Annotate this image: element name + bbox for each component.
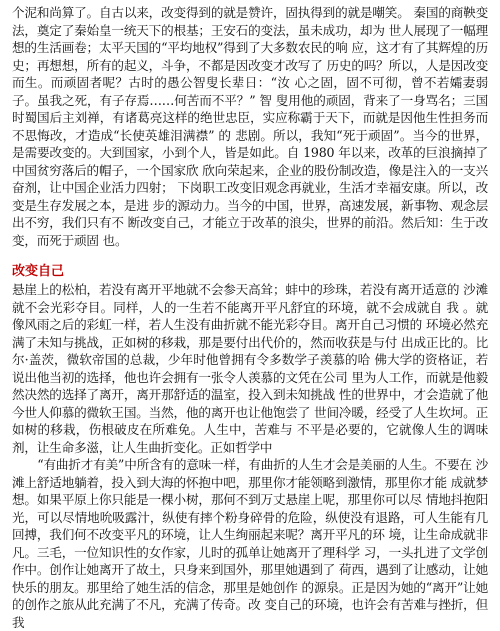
intro-paragraph: 个泥和尚算了。自古以来，改变得到的就是赞许，固执得到的就是嘲笑。 秦国的商鞅变法，奠定了秦始皇一统天下的根基；王安石的变法，虽未成功，却为 世人展现了一幅理想的生活画卷；太平天国的“平均地权”得到了大多数农民的响 应，这才有了其辉煌的历史；再想想，所有的起义，斗争，不都是因改变才改写了 历史的吗？所以，人是因改变而生。而顽固者呢？古时的愚公智叟长辈日：“汝 心之固，固不可彻，曾不若孀妻弱子。虽我之死，有子存焉……何苦而不平？” 智 叟用他的顽固，背来了一身骂名；三国时蜀国后主刘禅，有诸葛亮这样的绝世忠臣，实应称霸于天下，而就是因他生性担务而不思悔改，才造成“长使英雄泪满襟” 的 悲剧。所以，我知“死于顽固”。当今的世界，是需要改变的。大到国家，小到个人，皆是如此。自 1980 年以来，改革的巨浪摘掉了中国贫穷落后的帽子，一个国家欣 欣向荣起来，企业的股份制改造，像是注入的一支兴奋剂，让中国企业活力四射； 下岗职工改变旧观念再就业，生活才幸福安康。所以，改变是生存发展之本，是进 步的源动力。当今的中国，世界，高速发展，新事物、观念层出不穷，我们只有不 断改变自己，才能立于改革的浪尖，世界的前沿。然后知：生于改变，而死于顽固 也。 xyxy=(12,5,488,248)
body-paragraph: 悬崖上的松柏，若没有离开平地就不会参天高耸；蚌中的珍珠，若没有离开适意的 沙滩就不会光彩夺目。同样，人的一生若不能离开平凡舒宜的环境，就不会成就自 我 。就像风雨之后的彩虹一样，若人生没有曲折就不能光彩夺目。离开自己习惯的 环境必然充满了未知与挑战，正如树的移栽，那是要付出代价的，然而收获是与付 出成正比的。比尔·盖茨，微软帝国的总裁，少年时他曾拥有令多数学子羡慕的哈 佛大学的资格证，若说出他当初的选择，他也许会拥有一张令人羡慕的文凭在公司 里为人工作，而就是他毅然决然的选择了离开，离开那舒适的温室，投入到未知挑战 性的世界中，才会造就了他今世人仰慕的微软王国。当然，他的离开也让他饱尝了 世间冷暖，经受了人生坎坷。正如树的移栽，伤根破皮在所难免。人生中，苦难与 不平是必要的，它就像人生的调味剂，让生命多滋，让人生曲折变化。正如哲学中 xyxy=(12,282,488,455)
section-title: 改变自己 xyxy=(12,264,65,279)
body-paragraph: “有曲折才有美”中所含有的意味一样，有曲折的人生才会是美丽的人生。不要在 沙滩上舒适地躺着，投入到大海的怀抱中吧，那里你才能领略到激情，那里你才能 成就梦想。如果平原上你只能是一棵小树，那何不到万丈悬崖上呢，那里你可以尽 情地抖抱阳光，可以尽情地吮吸露汁，纵使有摔个粉身碎骨的危险，纵使没有退路，可人生能有几回搏，我们何不改变平凡的环境，让人生绚丽起来呢？离开平凡的环 境，让生命成就非凡。三毛，一位知识性的女作家，儿时的孤单让她离开了理科学 习，一头扎进了文学创作中。创作让她离开了故土，只身来到国外，那里她遇到了 荷西，遇到了让感动，让她快乐的朋友。那里给了她生活的信念，那里是她创作 的源泉。正是因为她的“离开”让她的创作之旅从此充满了不凡，充满了传奇。改 变自己的环境，也许会有苦难与挫折，但我 xyxy=(12,457,488,630)
